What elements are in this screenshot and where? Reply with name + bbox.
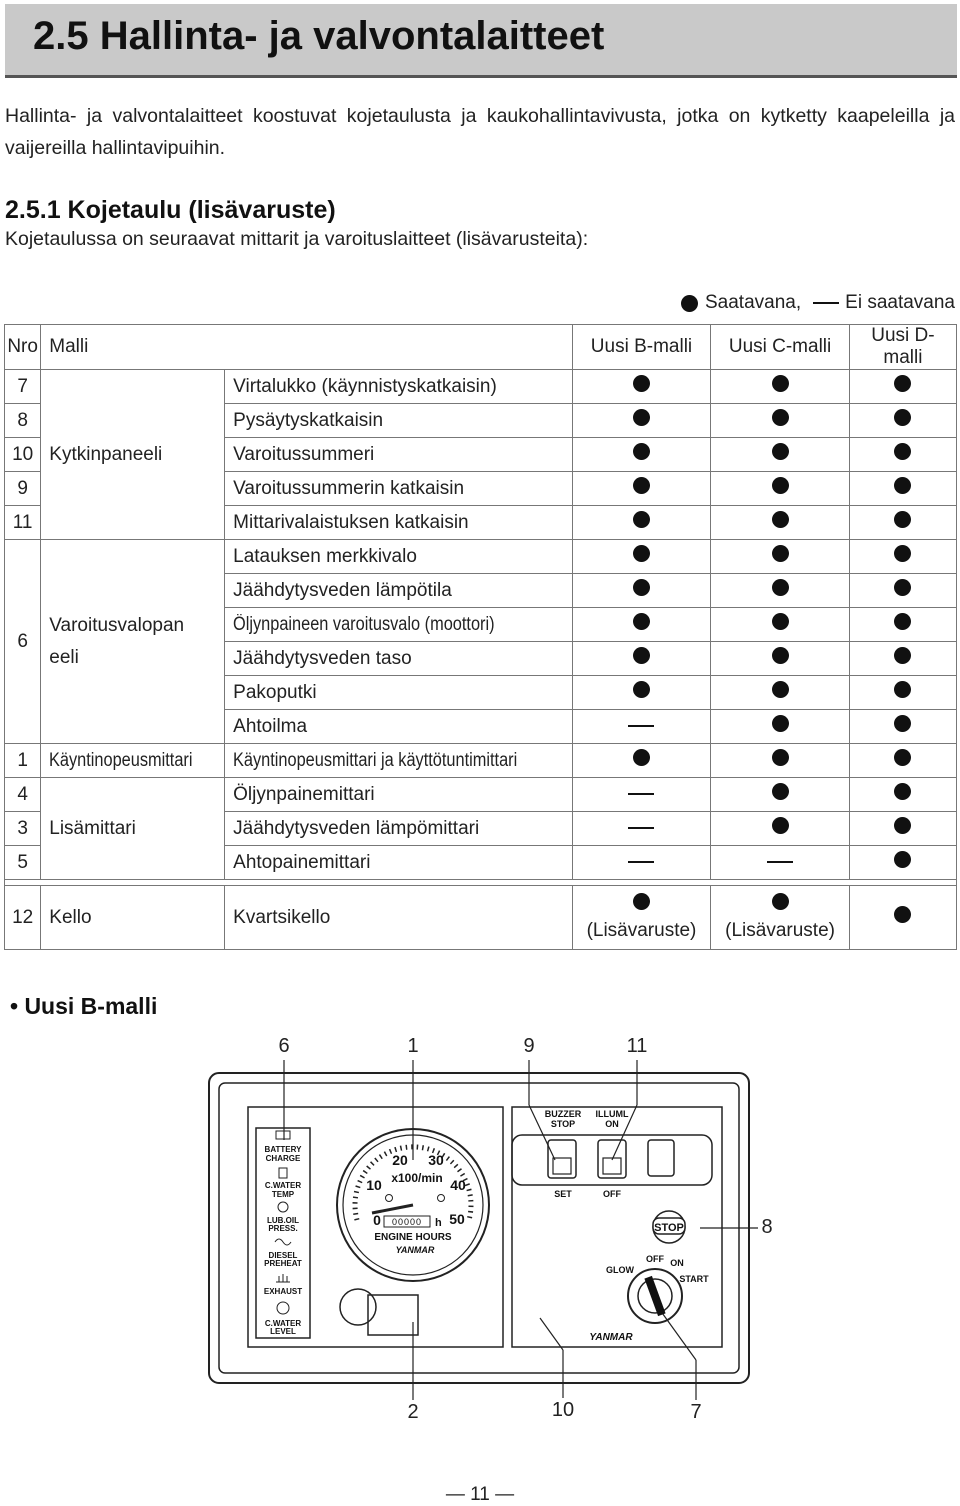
row-nro: 3 (5, 812, 41, 846)
row-nro: 1 (5, 744, 41, 778)
diagram-heading: • Uusi B-malli (10, 993, 158, 1019)
group-label: Lisämittari (49, 817, 136, 839)
available-dot-icon (772, 715, 789, 732)
row-item: Käyntinopeusmittari ja käyttötuntimittari (233, 749, 518, 771)
key-switch[interactable] (628, 1269, 682, 1323)
row-nro: 5 (5, 846, 41, 880)
warning-label-luboil: LUB.OIL (267, 1216, 299, 1225)
panel-brand: YANMAR (589, 1332, 633, 1343)
available-dot-icon (633, 681, 650, 698)
legend (681, 292, 955, 314)
available-dot-icon (894, 906, 911, 923)
header-c: Uusi C-malli (711, 325, 850, 370)
subsection-text: Kojetaulussa on seuraavat mittarit ja varoituslaitteet (lisävarusteita): (5, 228, 589, 250)
row-nro: 9 (5, 472, 41, 506)
switch-area-frame (512, 1107, 722, 1347)
available-dot-icon (894, 783, 911, 800)
available-dot-icon (894, 511, 911, 528)
available-dot-icon (894, 681, 911, 698)
glow-plug-icon (275, 1239, 291, 1245)
row-nro: 7 (5, 370, 41, 404)
row-item: Öljynpainemittari (233, 783, 375, 805)
thermometer-icon (279, 1168, 287, 1178)
key-start-label: START (679, 1274, 709, 1284)
tacho-tick-10: 10 (366, 1177, 382, 1193)
group-label: Käyntinopeusmittari (49, 749, 193, 771)
available-dot-icon (894, 647, 911, 664)
callout-6: 6 (278, 1035, 290, 1057)
warning-label-exhaust: EXHAUST (263, 1287, 303, 1296)
available-dot-icon (894, 851, 911, 868)
page-number: — 11 — (445, 1484, 515, 1505)
available-dot-icon (772, 579, 789, 596)
header-model: Malli (41, 325, 572, 370)
buzzer-stop-label-1: BUZZER (544, 1109, 582, 1119)
available-dot-icon (772, 545, 789, 562)
available-dot-icon (894, 579, 911, 596)
row-group (41, 370, 225, 540)
row-item: Latauksen merkkivalo (233, 545, 417, 567)
available-dot-icon (894, 545, 911, 562)
available-dot-icon (633, 647, 650, 664)
row-item: Kvartsikello (233, 906, 331, 928)
section-title-bar (5, 4, 957, 78)
row-nro: 12 (5, 886, 41, 950)
warning-label-charge: CHARGE (265, 1154, 301, 1163)
available-dot-icon (772, 511, 789, 528)
exhaust-icon (276, 1274, 290, 1282)
available-dot-icon (772, 443, 789, 460)
available-dot-icon (772, 409, 789, 426)
spare-switch-blank (648, 1140, 674, 1176)
callout-10: 10 (551, 1399, 575, 1421)
available-dot-icon (633, 893, 650, 910)
row-item: Pakoputki (233, 681, 317, 703)
available-dot-icon (894, 715, 911, 732)
callout-9: 9 (523, 1035, 535, 1057)
table-row (5, 778, 957, 812)
equipment-table (4, 324, 957, 950)
illum-label-2: ON (605, 1119, 619, 1129)
warning-label-diesel: DIESEL (268, 1251, 298, 1260)
illumination-rocker (603, 1158, 621, 1174)
row-group (41, 778, 225, 880)
available-dot-icon (633, 579, 650, 596)
off-label: OFF (603, 1189, 621, 1199)
callout-11: 11 (626, 1035, 648, 1057)
available-dot-icon (681, 295, 698, 312)
available-dot-icon (633, 511, 650, 528)
buzzer-stop-rocker (553, 1158, 571, 1174)
group-label-line2: eeli (49, 646, 79, 668)
available-dot-icon (772, 477, 789, 494)
stop-button[interactable] (653, 1211, 685, 1243)
callout-8: 8 (761, 1216, 773, 1238)
header-d: Uusi D-malli (849, 325, 956, 370)
available-dot-icon (894, 477, 911, 494)
set-label: SET (554, 1189, 572, 1199)
hour-meter-digits: 00000 (391, 1217, 423, 1227)
buzzer-stop-label-2: STOP (550, 1119, 576, 1129)
legend-available: Saatavana, (705, 292, 802, 313)
available-dot-icon (772, 613, 789, 630)
available-dot-icon (633, 477, 650, 494)
tacho-tick-0: 0 (373, 1212, 381, 1228)
subsection-title: 2.5.1 Kojetaulu (lisävaruste) (5, 196, 336, 224)
table-row (5, 886, 957, 950)
tacho-tick-20: 20 (392, 1152, 408, 1168)
buzzer-stop-switch[interactable] (548, 1140, 576, 1178)
available-dot-icon (894, 409, 911, 426)
callout-7: 7 (690, 1401, 702, 1423)
row-item: Pysäytyskatkaisin (233, 409, 384, 431)
water-level-icon (277, 1302, 289, 1314)
available-dot-icon (633, 545, 650, 562)
not-available-dash-icon (628, 793, 654, 795)
available-dot-icon (772, 783, 789, 800)
warning-label-press: PRESS. (268, 1224, 298, 1233)
battery-icon (276, 1131, 290, 1139)
warning-label-cwater-2: C.WATER (264, 1319, 302, 1328)
tacho-tick-40: 40 (450, 1177, 466, 1193)
tacho-brand: YANMAR (395, 1245, 435, 1255)
header-nro: Nro (5, 325, 41, 370)
tacho-screw-left (386, 1195, 393, 1202)
available-dot-icon (894, 817, 911, 834)
warning-label-cwater: C.WATER (264, 1181, 302, 1190)
row-nro: 11 (5, 506, 41, 540)
warning-label-preheat: PREHEAT (264, 1259, 302, 1268)
stop-button-label: STOP (654, 1222, 684, 1234)
table-row (5, 744, 957, 778)
not-available-dash-icon (813, 302, 839, 304)
optional-note: (Lisävaruste) (725, 920, 835, 941)
legend-not-available: Ei saatavana (845, 292, 955, 313)
row-group (41, 540, 225, 744)
row-item: Varoitussummerin katkaisin (233, 477, 465, 499)
row-item: Öljynpaineen varoitusvalo (moottori) (233, 613, 495, 635)
header-b: Uusi B-malli (572, 325, 711, 370)
available-dot-icon (894, 443, 911, 460)
group-label-line1: Varoitusvalopan (49, 614, 185, 636)
group-label: Kello (49, 906, 92, 928)
row-item: Jäähdytysveden lämpömittari (233, 817, 480, 839)
group-label: Kytkinpaneeli (49, 443, 163, 465)
row-nro: 4 (5, 778, 41, 812)
row-item: Varoitussummeri (233, 443, 375, 465)
not-available-dash-icon (628, 861, 654, 863)
available-dot-icon (772, 817, 789, 834)
available-dot-icon (633, 749, 650, 766)
available-dot-icon (772, 647, 789, 664)
control-panel-diagram (0, 1020, 960, 1480)
available-dot-icon (633, 443, 650, 460)
row-group (41, 744, 225, 778)
table-header-row (5, 325, 957, 370)
row-item: Jäähdytysveden taso (233, 647, 412, 669)
illum-label-1: ILLUML (595, 1109, 629, 1119)
warning-label-battery: BATTERY (264, 1145, 302, 1154)
callout-2: 2 (407, 1401, 419, 1423)
row-nro: 6 (5, 540, 41, 744)
available-dot-icon (633, 409, 650, 426)
available-dot-icon (894, 749, 911, 766)
available-dot-icon (894, 375, 911, 392)
available-dot-icon (772, 749, 789, 766)
available-dot-icon (772, 375, 789, 392)
available-dot-icon (772, 893, 789, 910)
oil-can-icon (278, 1202, 288, 1212)
row-item: Jäähdytysveden lämpötila (233, 579, 452, 601)
row-item: Virtalukko (käynnistyskatkaisin) (233, 375, 497, 397)
row-nro: 10 (5, 438, 41, 472)
hour-meter-unit: h (435, 1217, 442, 1229)
section-title: 2.5 Hallinta- ja valvontalaitteet (33, 14, 605, 58)
tacho-needle (372, 1205, 413, 1213)
not-available-dash-icon (628, 725, 654, 727)
available-dot-icon (633, 375, 650, 392)
key-off-label: OFF (646, 1254, 664, 1264)
row-item: Mittarivalaistuksen katkaisin (233, 511, 469, 533)
row-item: Ahtoilma (233, 715, 308, 737)
available-dot-icon (772, 681, 789, 698)
available-dot-icon (633, 613, 650, 630)
callout-1: 1 (407, 1035, 419, 1057)
table-row (5, 370, 957, 404)
tacho-screw-right (438, 1195, 445, 1202)
key-glow-label: GLOW (606, 1265, 634, 1275)
optional-note: (Lisävaruste) (586, 920, 697, 941)
not-available-dash-icon (628, 827, 654, 829)
tacho-tick-30: 30 (428, 1152, 444, 1168)
table-body (5, 370, 957, 950)
tacho-unit: x100/min (391, 1171, 443, 1185)
engine-hours-label: ENGINE HOURS (374, 1232, 452, 1243)
available-dot-icon (894, 613, 911, 630)
tacho-tick-50: 50 (449, 1211, 465, 1227)
warning-label-temp: TEMP (271, 1190, 295, 1199)
key-on-label: ON (670, 1258, 684, 1268)
not-available-dash-icon (767, 861, 793, 863)
intro-paragraph: Hallinta- ja valvontalaitteet koostuvat kojetaulusta ja kaukohallintavivusta, jotka on kytketty kaapeleilla ja vaijereilla hallintavipuihin. (5, 105, 955, 159)
row-group (41, 886, 225, 950)
row-nro: 8 (5, 404, 41, 438)
row-item: Ahtopainemittari (233, 851, 371, 873)
leader-lines (284, 1060, 758, 1400)
table-row (5, 540, 957, 574)
warning-label-level: LEVEL (270, 1327, 296, 1336)
